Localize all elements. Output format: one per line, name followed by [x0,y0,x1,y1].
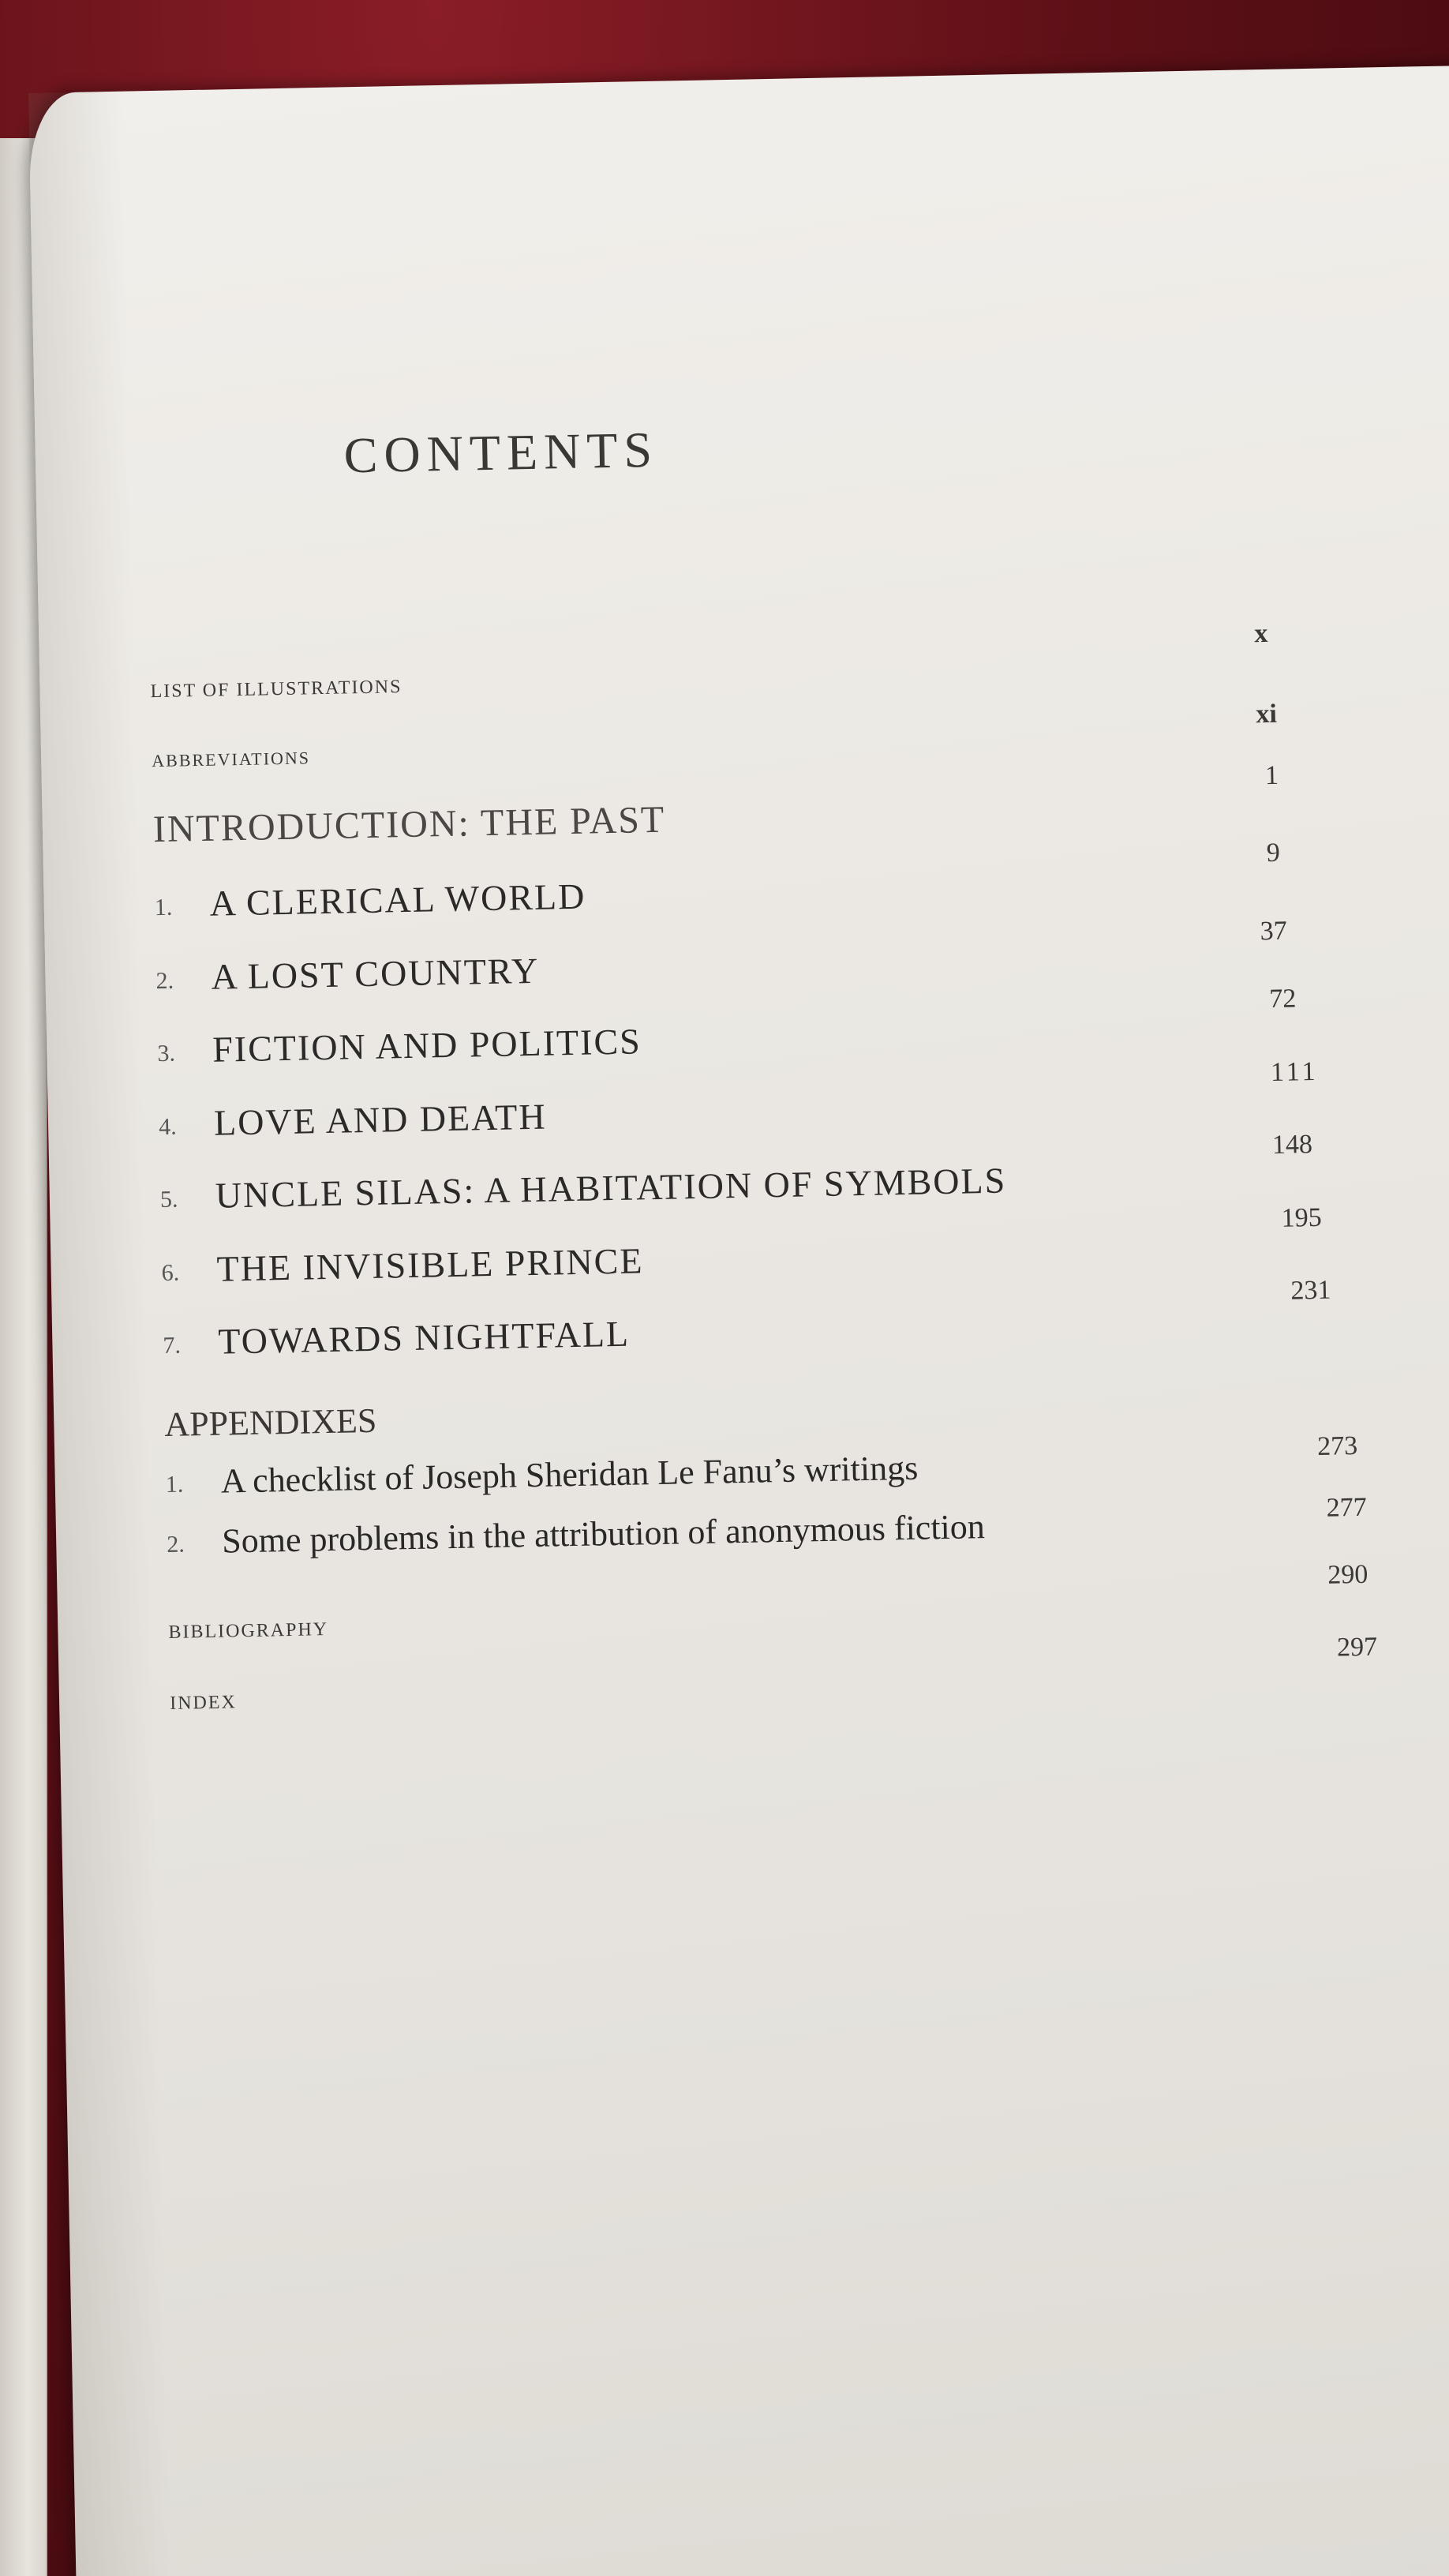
toc-entry-number: 2. [155,967,174,995]
toc-entry-page: 9 [1266,838,1281,868]
toc-entry-label: ABBREVIATIONS [152,748,311,771]
toc-entry-number: 2. [167,1531,185,1558]
toc-entry-page: 297 [1336,1632,1378,1663]
toc-entry-page: 231 [1290,1275,1331,1306]
toc-entry-number: 1. [154,894,173,921]
toc-entry-list-of-illustrations [39,618,1449,725]
toc-entry-label: BIBLIOGRAPHY [168,1619,329,1643]
appendixes-heading: APPENDIXES [163,1400,377,1444]
toc-entry-label: INDEX [169,1692,238,1714]
toc-entry-page: 273 [1316,1430,1358,1461]
toc-entry-page: 148 [1271,1130,1313,1160]
toc-entry-page: x [1254,618,1268,649]
contents-title: CONTENTS [343,421,659,484]
toc-entry-label: INTRODUCTION: THE PAST [152,798,666,851]
toc-entry-number: 6. [161,1259,180,1287]
toc-entry-page: xi [1256,699,1278,729]
toc-entry-number: 1. [165,1471,184,1498]
toc-entry-number: 3. [157,1040,176,1067]
toc-entry-page: 37 [1260,916,1288,947]
toc-entry-label: Some problems in the attribution of anonymous fiction [221,1507,986,1561]
toc-entry-label: A CLERICAL WORLD [209,876,586,924]
toc-entry-page: 195 [1281,1202,1323,1233]
book-page [28,65,1449,2576]
toc-entry-label: LOVE AND DEATH [213,1096,548,1143]
toc-entry-index [59,1632,1449,1759]
toc-entry-number: 5. [159,1186,178,1213]
toc-entry-page: 72 [1268,984,1297,1014]
toc-entry-bibliography [58,1559,1449,1680]
toc-entry-page: 1 [1264,760,1279,791]
toc-entry-label: LIST OF ILLUSTRATIONS [150,677,402,703]
toc-entry-number: 7. [163,1332,182,1359]
toc-entry-chapter-1 [43,838,1449,946]
toc-entry-label: FICTION AND POLITICS [212,1021,642,1070]
toc-entry-label: A checklist of Joseph Sheridan Le Fanu’s writings [220,1448,919,1501]
toc-entry-label: TOWARDS NIGHTFALL [217,1313,631,1362]
toc-entry-page: 290 [1327,1559,1368,1590]
toc-entry-label: THE INVISIBLE PRINCE [216,1240,644,1289]
table-of-contents [28,66,1449,1987]
toc-entry-page: 111 [1270,1056,1319,1088]
toc-entry-page: 277 [1326,1492,1368,1523]
toc-entry-label: UNCLE SILAS: A HABITATION OF SYMBOLS [215,1160,1007,1216]
toc-entry-label: A LOST COUNTRY [211,950,540,997]
toc-entry-number: 4. [158,1113,177,1141]
